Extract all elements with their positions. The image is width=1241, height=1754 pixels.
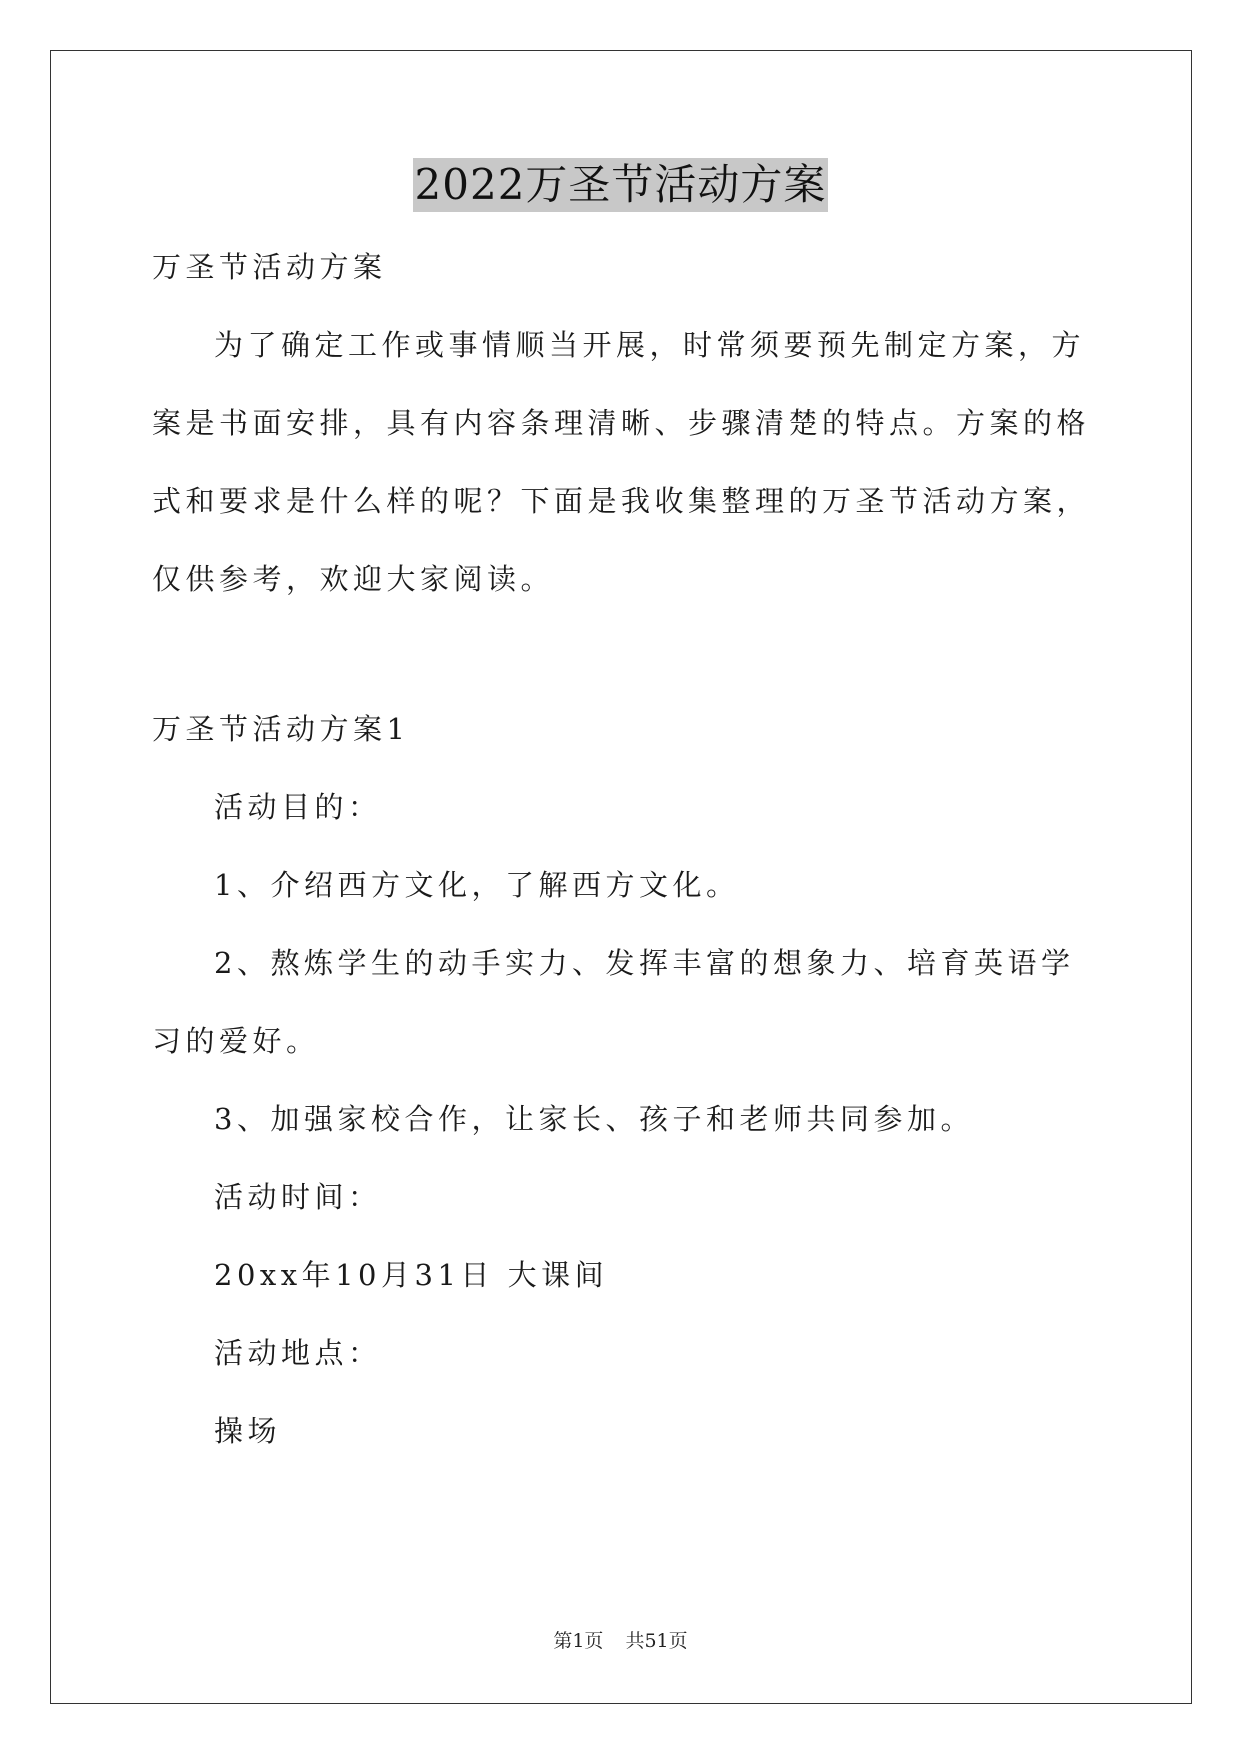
intro-paragraph: 为了确定工作或事情顺当开展，时常须要预先制定方案，方案是书面安排，具有内容条理清晰、步骤清楚的特点。方案的格式和要求是什么样的呢？下面是我收集整理的万圣节活动方案，仅供参考，欢迎大家阅读。 — [152, 328, 1091, 596]
page-number: 第1页 — [553, 1630, 604, 1652]
page-total: 共51页 — [625, 1630, 688, 1652]
intro-heading: 万圣节活动方案 — [152, 250, 387, 284]
title-container — [0, 158, 1241, 212]
section-gap — [152, 618, 1092, 690]
purpose-label: 活动目的： — [214, 790, 382, 824]
document-title: 2022万圣节活动方案 — [413, 158, 829, 212]
purpose-item-2: 2、熬炼学生的动手实力、发挥丰富的想象力、培育英语学习的爱好。 — [152, 946, 1075, 1058]
section-heading: 万圣节活动方案1 — [152, 712, 410, 746]
purpose-item-1: 1、介绍西方文化，了解西方文化。 — [214, 868, 740, 902]
time-value: 20xx年10月31日 大课间 — [214, 1258, 609, 1292]
time-label: 活动时间： — [214, 1180, 382, 1214]
page-footer — [0, 1626, 1241, 1653]
purpose-item-3: 3、加强家校合作，让家长、孩子和老师共同参加。 — [214, 1102, 974, 1136]
location-label: 活动地点： — [214, 1336, 382, 1370]
location-value: 操场 — [214, 1414, 282, 1448]
document-body — [152, 228, 1092, 1470]
